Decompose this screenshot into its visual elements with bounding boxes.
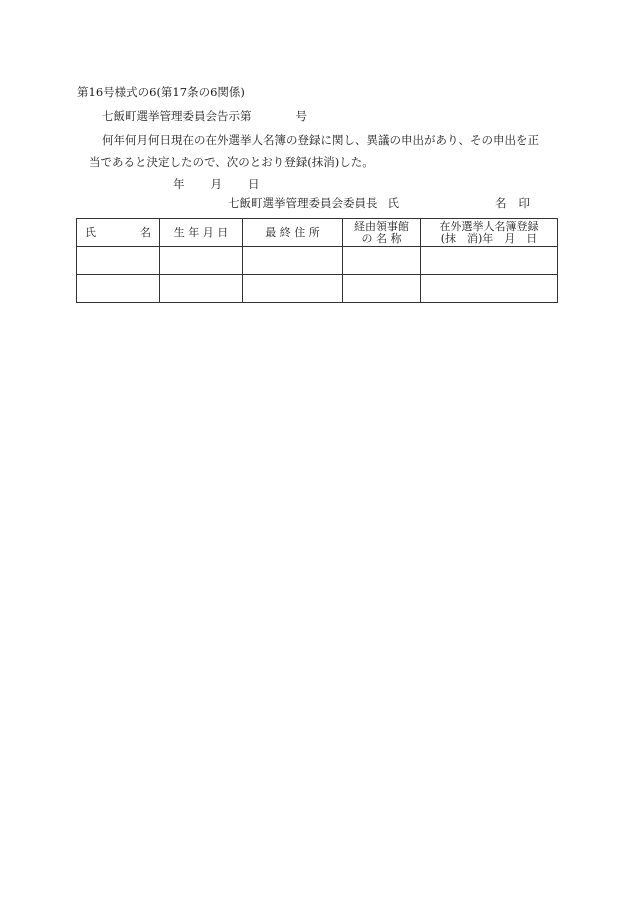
header-consulate — [343, 219, 421, 247]
table-row — [77, 247, 558, 275]
header-registration-line-2: (抹 消)年 月 日 — [440, 231, 538, 245]
notice-body-line-2: 当であると決定したので、次のとおり登録(抹消)した。 — [89, 155, 374, 169]
notice-body-line-1: 何年何月何日現在の在外選挙人名簿の登録に関し、異議の申出があり、その申出を正 — [102, 133, 539, 147]
signer-name-label-1: 氏 — [387, 196, 399, 210]
table-header-row — [77, 219, 558, 247]
form-number: 第16号様式の6(第17条の6関係) — [77, 85, 245, 99]
header-birthdate — [160, 219, 243, 247]
notice-title-suffix: 号 — [295, 109, 307, 123]
header-last-address — [243, 219, 343, 247]
signer-org: 七飯町選挙管理委員会委員長 — [228, 196, 378, 210]
signer-line — [228, 196, 530, 210]
table-cell — [343, 275, 421, 303]
header-name-1: 氏 — [85, 225, 96, 239]
header-registration — [421, 219, 558, 247]
header-last-address-label: 最 終 住 所 — [265, 225, 320, 239]
table-cell — [160, 275, 243, 303]
header-consulate-line-2: の 名 称 — [361, 231, 402, 245]
table-cell — [343, 247, 421, 275]
header-name-2: 名 — [140, 225, 151, 239]
notice-title-prefix: 七飯町選挙管理委員会告示第 — [102, 109, 252, 123]
table-cell — [77, 275, 160, 303]
table-cell — [77, 247, 160, 275]
notice-date — [173, 177, 260, 191]
table-cell — [243, 275, 343, 303]
header-registration-line-1: 在外選挙人名簿登録 — [439, 219, 539, 233]
date-month: 月 — [210, 177, 222, 191]
register-table — [76, 218, 558, 303]
header-name — [77, 219, 160, 247]
date-day: 日 — [248, 177, 260, 191]
table-cell — [421, 247, 558, 275]
date-year: 年 — [173, 177, 185, 191]
signer-seal: 印 — [518, 196, 530, 210]
notice-title — [102, 109, 307, 123]
signer-name-label-2: 名 — [495, 196, 507, 210]
table-cell — [421, 275, 558, 303]
header-consulate-line-1: 経由領事館 — [354, 219, 409, 233]
header-birthdate-label: 生 年 月 日 — [173, 225, 229, 239]
table-row — [77, 275, 558, 303]
table-cell — [160, 247, 243, 275]
table-cell — [243, 247, 343, 275]
